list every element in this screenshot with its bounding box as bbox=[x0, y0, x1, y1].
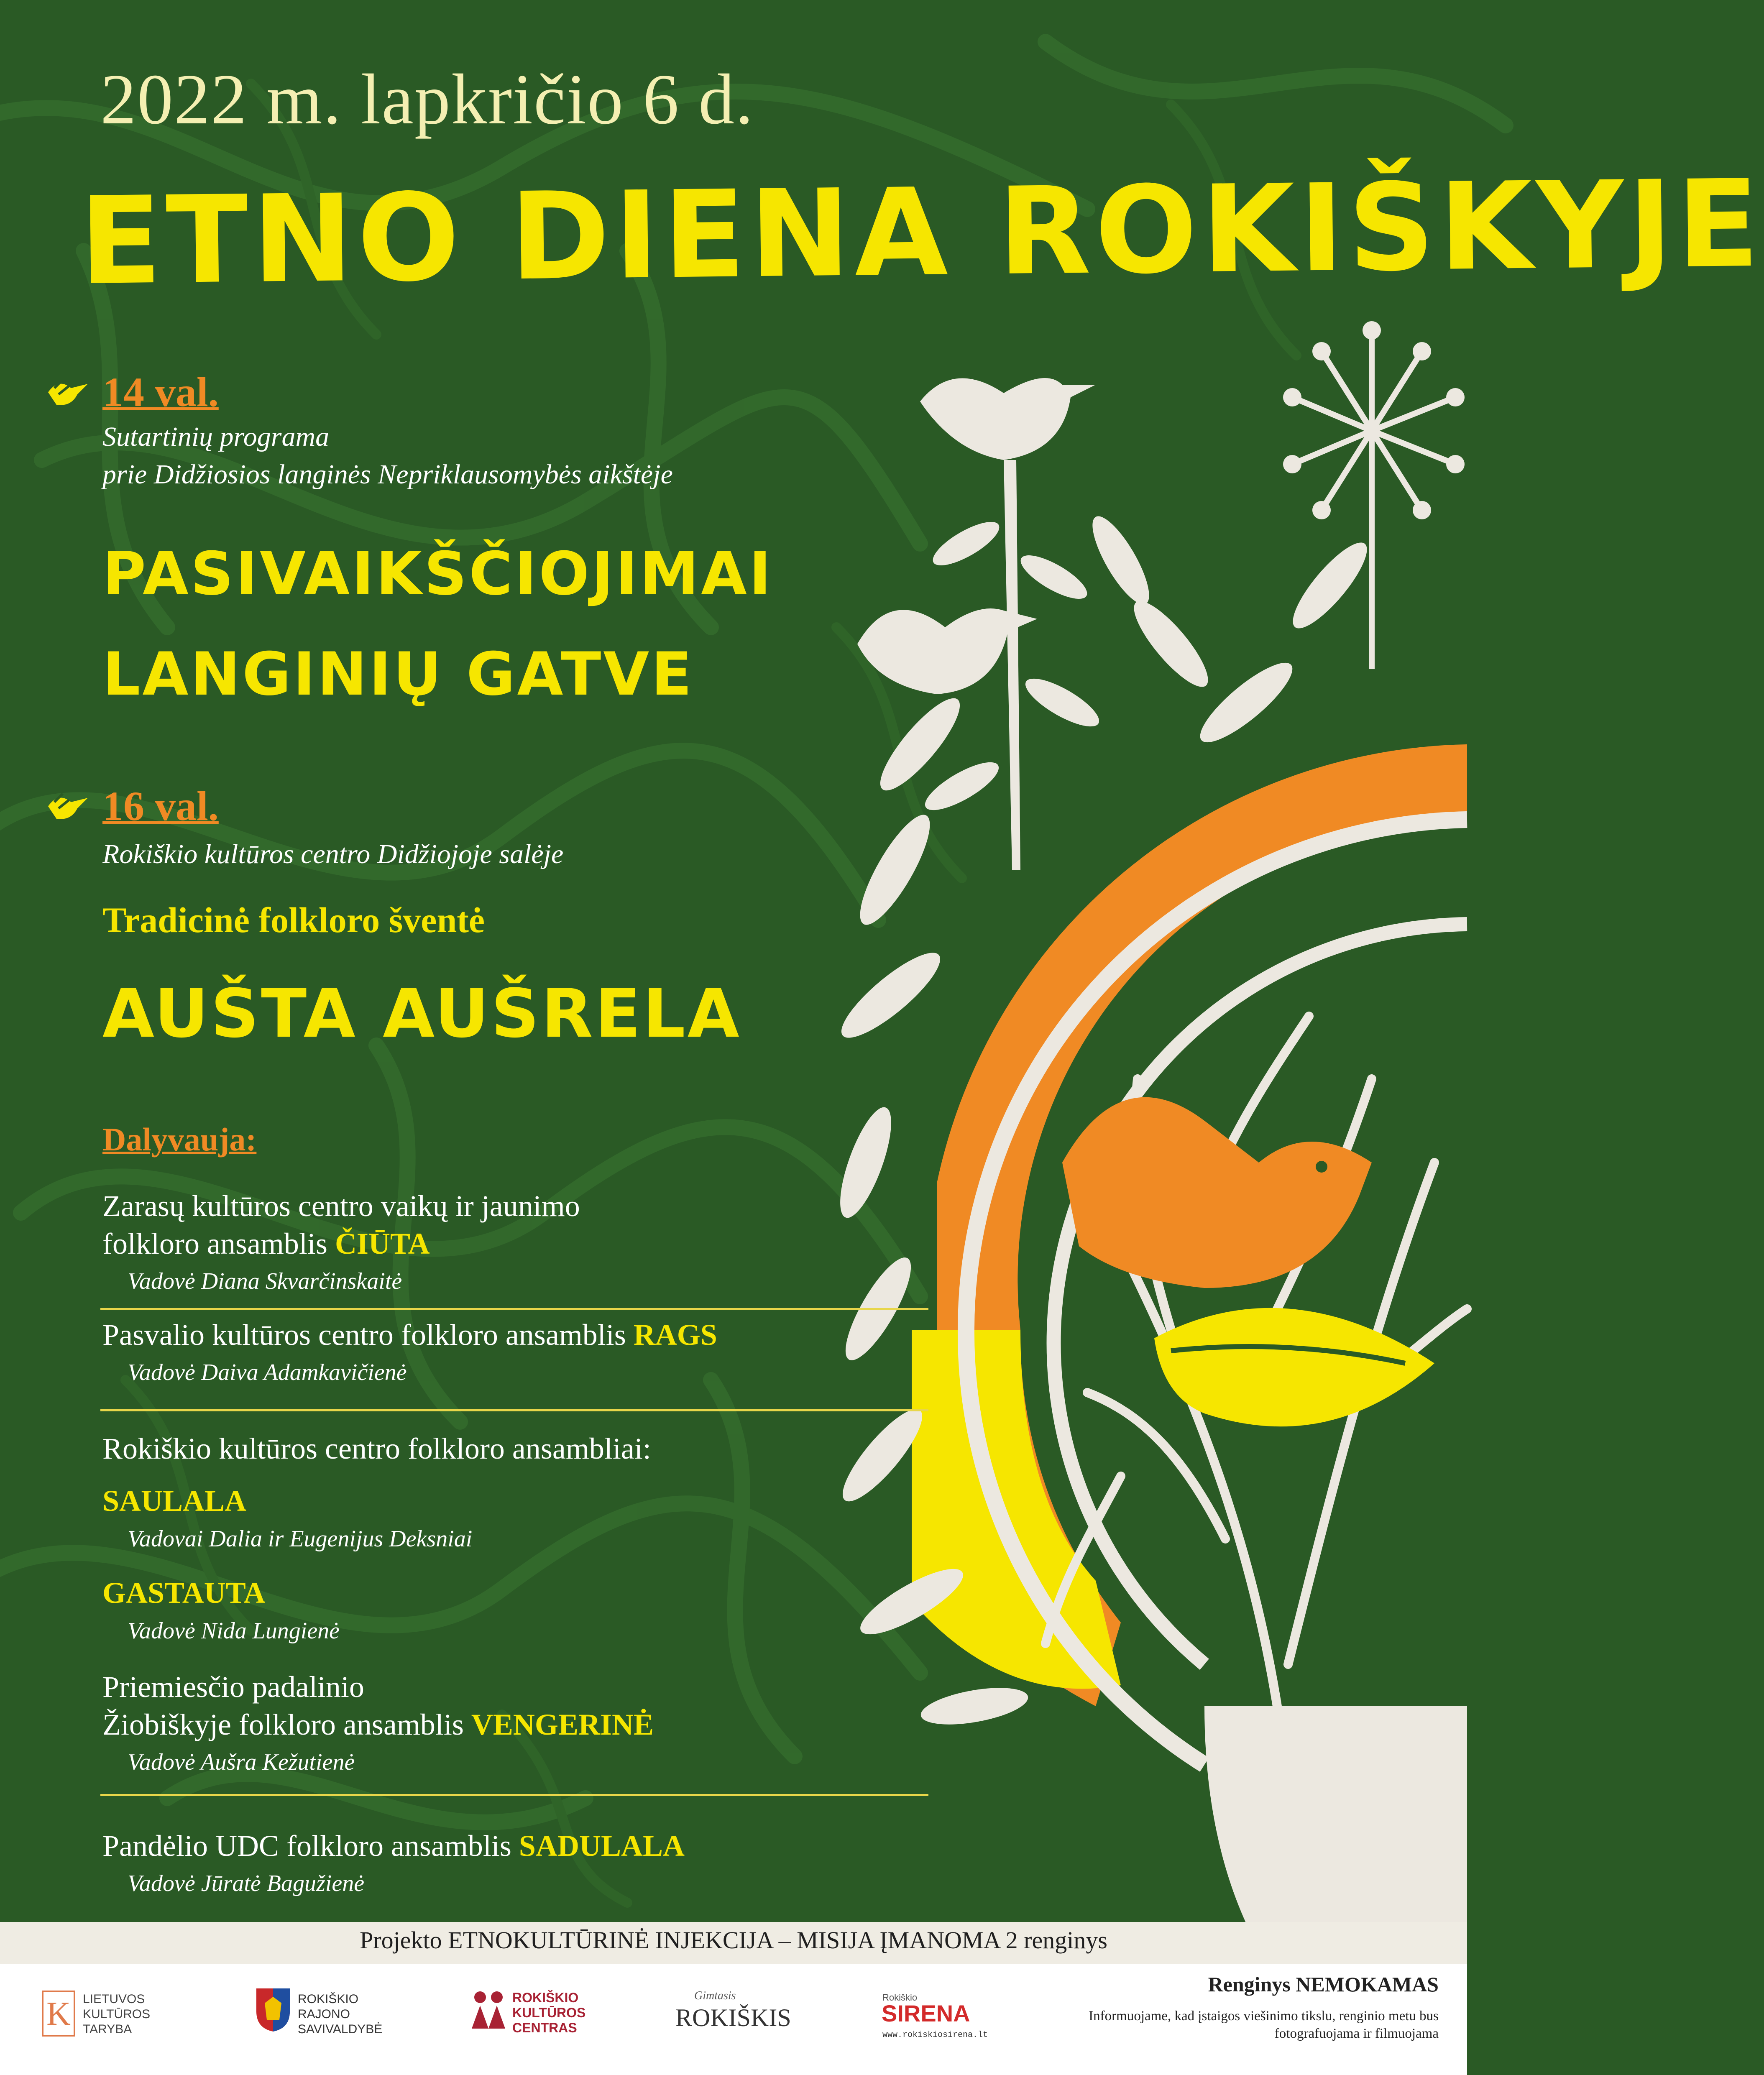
divider bbox=[100, 1308, 928, 1310]
participant1-leader: Vadovė Diana Skvarčinskaitė bbox=[128, 1268, 402, 1294]
participant5-prefix: Žiobiškyje folkloro ansamblis bbox=[102, 1708, 464, 1741]
logo1-line1: LIETUVOS bbox=[83, 1992, 145, 2006]
participant3-leader: Vadovai Dalia ir Eugenijus Deksniai bbox=[128, 1526, 473, 1552]
participant6-prefix: Pandėlio UDC folkloro ansamblis bbox=[102, 1829, 511, 1863]
participant5-line1: Priemiesčio padalinio bbox=[102, 1670, 364, 1704]
event2-title: AUŠTA AUŠRELA bbox=[102, 974, 741, 1053]
logo3-line2: KULTŪROS bbox=[512, 2005, 586, 2020]
participant3-name: SAULALA bbox=[102, 1484, 247, 1518]
participant6-name: SADULALA bbox=[519, 1829, 685, 1863]
event1-title-line1: PASIVAIKŠČIOJIMAI bbox=[102, 539, 773, 608]
coat-of-arms-icon bbox=[254, 1986, 292, 2032]
logo2-line1: ROKIŠKIO bbox=[298, 1992, 359, 2006]
bird-bullet-icon bbox=[46, 790, 92, 823]
divider bbox=[100, 1794, 928, 1796]
participant4-line bbox=[102, 1574, 265, 1611]
logo1-line3: TARYBA bbox=[83, 2022, 132, 2036]
main-title: ETNO DIENA ROKIŠKYJE bbox=[79, 153, 1764, 312]
participant5-name: VENGERINĖ bbox=[471, 1708, 654, 1741]
logo5-url: www.rokiskiosirena.lt bbox=[882, 2030, 988, 2040]
participants-heading: Dalyvauja: bbox=[102, 1121, 257, 1158]
bird-bullet-icon bbox=[46, 376, 92, 409]
participant1-line1: Zarasų kultūros centro vaikų ir jaunimo bbox=[102, 1189, 580, 1223]
logo-k-mark: K bbox=[42, 1991, 75, 2037]
event2-location: Rokiškio kultūros centro Didžiojoje salėje bbox=[102, 839, 564, 869]
participant2-leader: Vadovė Daiva Adamkavičienė bbox=[128, 1359, 407, 1385]
logo5-small: Rokiškio bbox=[882, 1992, 918, 2003]
participant5-line2 bbox=[102, 1706, 654, 1743]
participant6-leader: Vadovė Jūratė Bagužienė bbox=[128, 1871, 365, 1896]
event1-title-line2: LANGINIŲ GATVE bbox=[102, 640, 694, 709]
participant4-name: GASTAUTA bbox=[102, 1576, 266, 1610]
event2-time: 16 val. bbox=[102, 783, 219, 829]
logo2-line3: SAVIVALDYBĖ bbox=[298, 2022, 383, 2036]
event2-subtitle: Tradicinė folkloro šventė bbox=[102, 900, 485, 940]
participant1-prefix: folkloro ansamblis bbox=[102, 1227, 327, 1260]
event1-line2: prie Didžiosios langinės Nepriklausomybės aikštėje bbox=[102, 459, 673, 490]
participant1-line2 bbox=[102, 1225, 430, 1262]
logo3-line3: CENTRAS bbox=[512, 2020, 577, 2035]
participant5-leader: Vadovė Aušra Kežutienė bbox=[128, 1749, 355, 1775]
logo3-line1: ROKIŠKIO bbox=[512, 1990, 579, 2005]
participant2-prefix: Pasvalio kultūros centro folkloro ansamblis bbox=[102, 1318, 626, 1352]
participant2-line bbox=[102, 1316, 717, 1353]
logo5-main: SIRENA bbox=[882, 2000, 970, 2026]
logo2-line2: RAJONO bbox=[298, 2007, 350, 2021]
participant6-line bbox=[102, 1827, 685, 1864]
event1-line1: Sutartinių programa bbox=[102, 422, 330, 452]
logo1-line2: KULTŪROS bbox=[83, 2007, 151, 2021]
event-date: 2022 m. lapkričio 6 d. bbox=[100, 60, 754, 139]
project-strip-text: Projekto ETNOKULTŪRINĖ INJEKCIJA – MISIJA ĮMANOMA 2 renginys bbox=[360, 1927, 1107, 1954]
participant2-name: RAGS bbox=[633, 1318, 717, 1352]
participant1-name: ČIŪTA bbox=[335, 1227, 430, 1260]
figures-icon bbox=[468, 1989, 509, 2031]
participant3-line bbox=[102, 1482, 246, 1519]
photo-notice: Informuojame, kad įstaigos viešinimo tikslu, renginio metu bus fotografuojama ir filmuojama bbox=[1089, 2009, 1439, 2041]
group-intro: Rokiškio kultūros centro folkloro ansambliai: bbox=[102, 1432, 651, 1465]
logo4-main: ROKIŠKIS bbox=[675, 2004, 791, 2032]
event1-time: 14 val. bbox=[102, 369, 219, 415]
participant4-leader: Vadovė Nida Lungienė bbox=[128, 1618, 340, 1644]
paper-cut-tree-illustration bbox=[828, 326, 1467, 1924]
logo4-small: Gimtasis bbox=[694, 1989, 736, 2002]
divider bbox=[100, 1409, 928, 1411]
free-event-label: Renginys NEMOKAMAS bbox=[1208, 1973, 1439, 1996]
